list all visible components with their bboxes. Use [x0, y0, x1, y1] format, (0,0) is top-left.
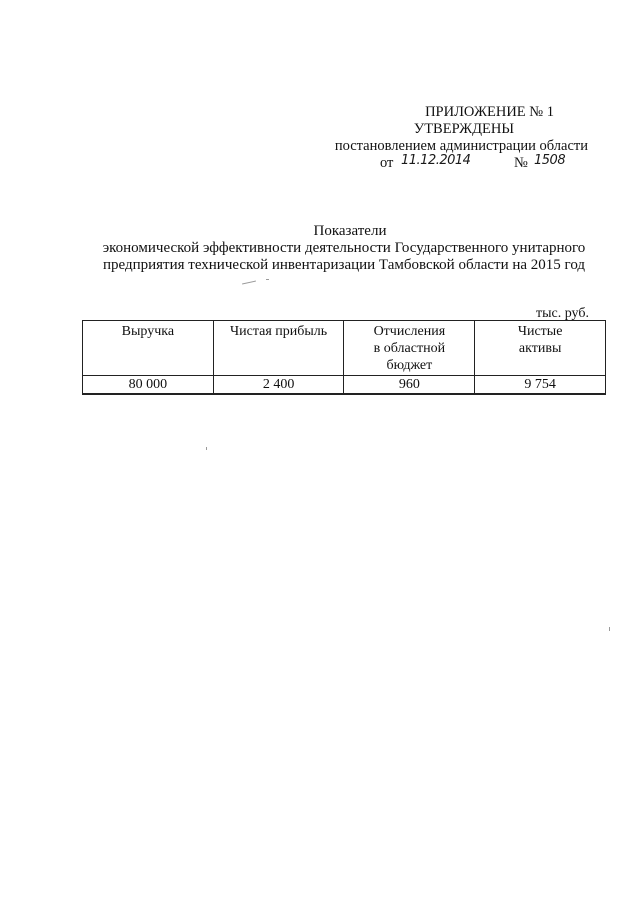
- handwritten-number: 1508: [534, 153, 566, 168]
- value-budget-deductions: 960: [344, 376, 475, 395]
- header-budget-deductions: Отчисления в областной бюджет: [344, 321, 475, 376]
- approved-label: УТВЕРЖДЕНЫ: [413, 121, 514, 137]
- table-header-row: [83, 321, 606, 376]
- scan-mark: [242, 281, 256, 285]
- number-prefix: №: [514, 155, 528, 171]
- header-revenue: Выручка: [83, 321, 214, 376]
- indicators-table: [82, 320, 606, 395]
- resolution-label: постановлением администрации области: [334, 138, 588, 154]
- appendix-label: ПРИЛОЖЕНИЕ № 1: [425, 104, 554, 120]
- handwritten-date: 11.12.2014: [401, 153, 471, 168]
- units-label: тыс. руб.: [536, 306, 589, 321]
- value-net-assets: 9 754: [475, 376, 606, 395]
- value-net-profit: 2 400: [213, 376, 344, 395]
- scan-mark: [206, 447, 207, 450]
- header-net-assets: Чистые активы: [475, 321, 606, 376]
- table-row: [83, 376, 606, 395]
- title-line-1: Показатели: [313, 223, 387, 239]
- date-prefix: от: [380, 155, 394, 171]
- title-line-2: экономической эффективности деятельности Государственного унитарного: [102, 240, 586, 256]
- scan-mark: [609, 627, 610, 631]
- header-net-profit: Чистая прибыль: [213, 321, 344, 376]
- title-line-3: предприятия технической инвентаризации Тамбовской области на 2015 год: [102, 257, 586, 273]
- scan-mark: [266, 279, 269, 280]
- value-revenue: 80 000: [83, 376, 214, 395]
